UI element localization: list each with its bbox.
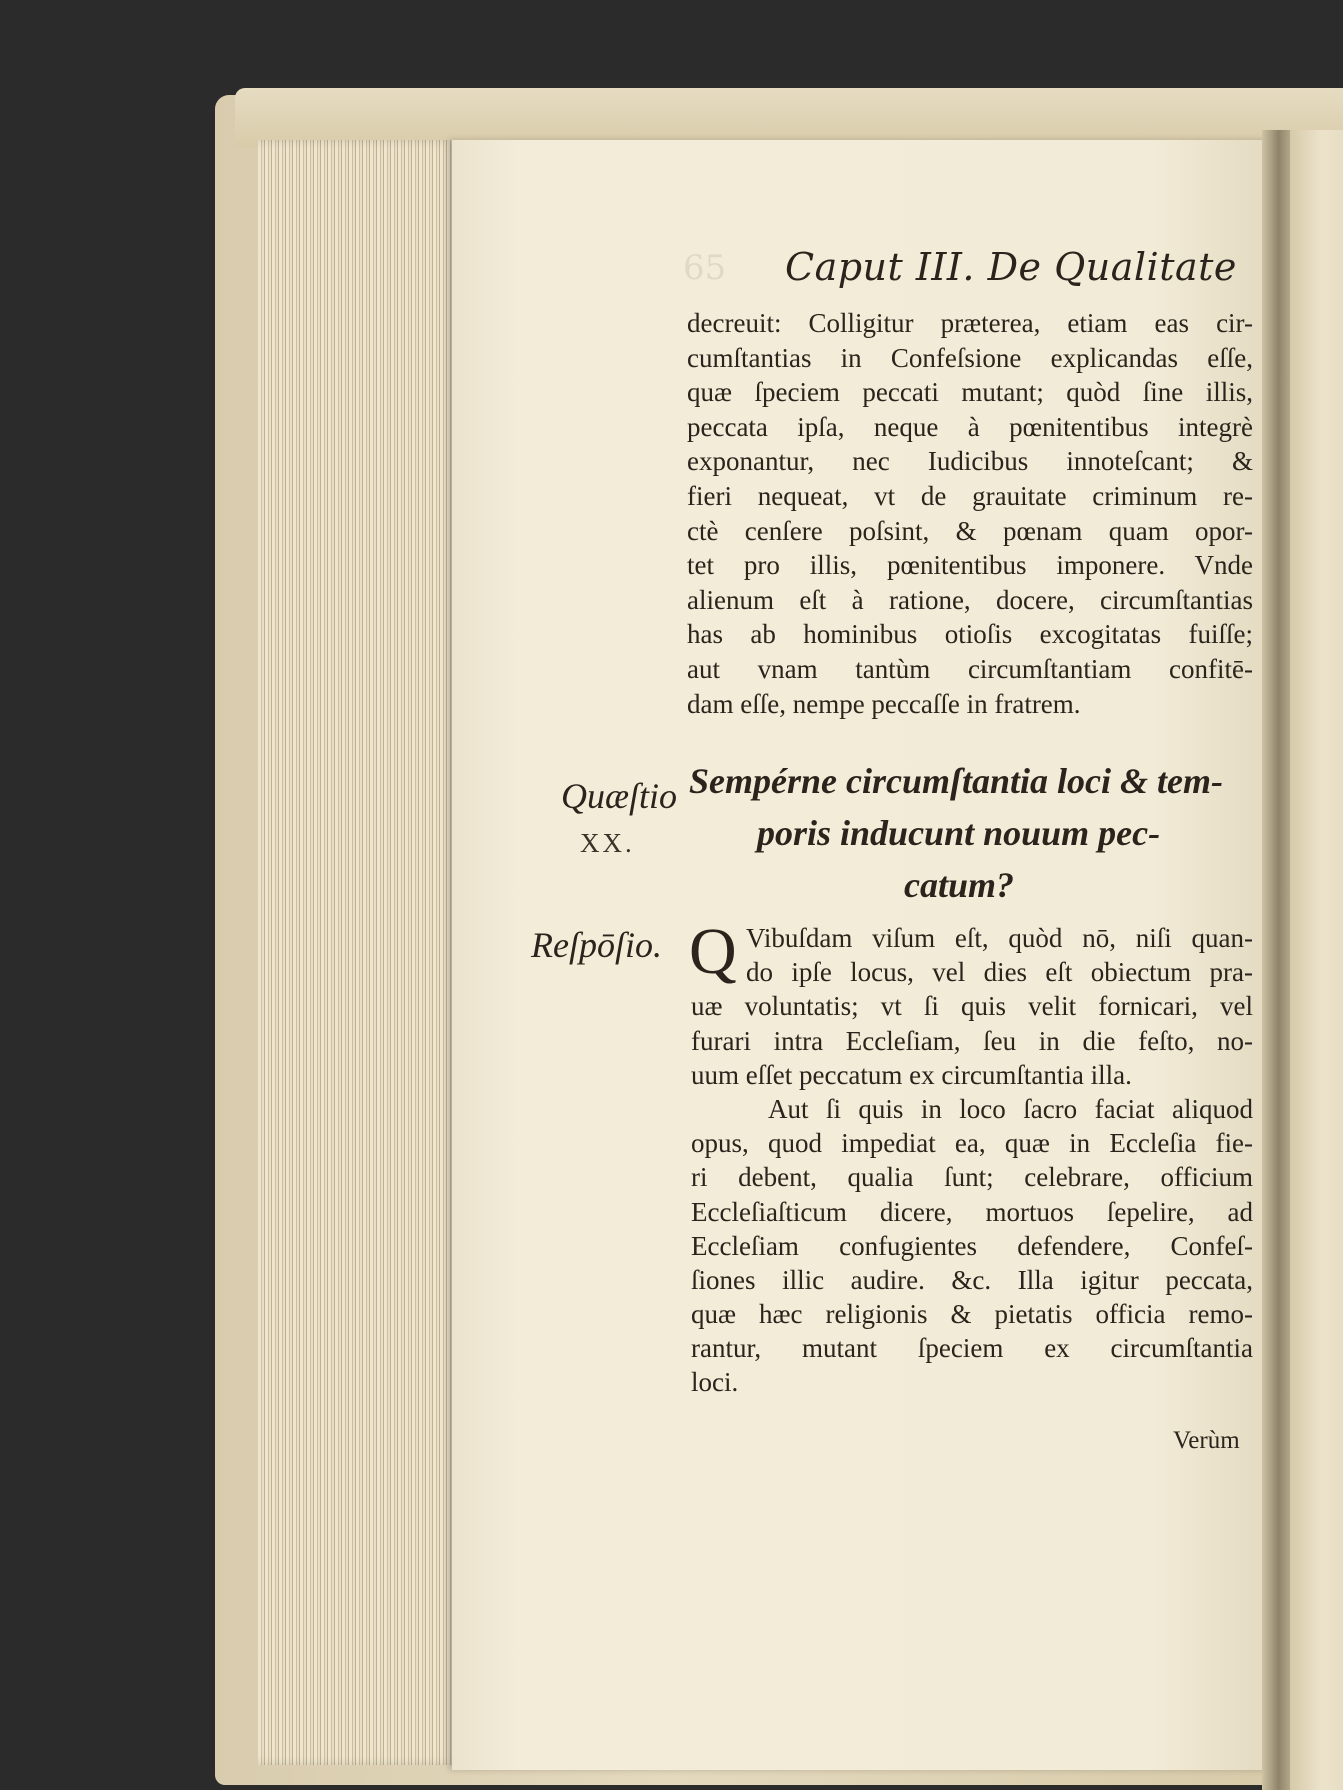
- answer-line: ri debent, qualia ſunt; celebrare, officium: [691, 1162, 1253, 1193]
- margin-question-number: XX.: [580, 828, 635, 858]
- body-line: decreuit: Colligitur prӕterea, etiam eas cir-: [687, 308, 1253, 338]
- margin-question-label: Quӕſtio: [561, 776, 678, 816]
- answer-line: rantur, mutant ſpeciem ex circumſtantia: [691, 1333, 1253, 1364]
- body-line: alienum eſt à ratione, docere, circumſtantias: [687, 584, 1253, 615]
- answer-line: furari intra Eccleſiam, ſeu in die feſto, no-: [691, 1025, 1253, 1056]
- answer-line: uӕ voluntatis; vt ſi quis velit fornicari, vel: [691, 991, 1253, 1022]
- answer-line: Eccleſiaſticum dicere, mortuos ſepelire, ad: [691, 1196, 1253, 1227]
- facing-page-edge: [1290, 130, 1343, 1790]
- body-line: fieri nequeat, vt de grauitate criminum re-: [687, 480, 1253, 511]
- faint-page-number: 65: [683, 248, 727, 288]
- book-gutter: [1262, 130, 1292, 1790]
- answer-line: loci.: [691, 1367, 739, 1398]
- answer-line: Eccleſiam confugientes defendere, Confeſ-: [691, 1230, 1253, 1261]
- question-line: poris inducunt nouum pec-: [757, 813, 1161, 853]
- body-line: quӕ ſpeciem peccati mutant; quòd ſine illis,: [687, 377, 1253, 408]
- body-line: has ab hominibus otioſis excogitatas fuiſſe;: [687, 619, 1253, 650]
- question-line: Sempérne circumſtantia loci & tem-: [689, 761, 1223, 801]
- body-line: peccata ipſa, neque à pœnitentibus integrè: [687, 411, 1253, 442]
- answer-paragraph: [689, 915, 1253, 1400]
- answer-line: uum eſſet peccatum ex circumſtantia illa.: [691, 1059, 1132, 1090]
- running-head: Caput III. De Qualitate: [785, 245, 1237, 289]
- page-edges: [258, 140, 458, 1765]
- catchword: Verùm: [1173, 1427, 1240, 1454]
- body-line: dam eſſe, nempe peccaſſe in fratrem.: [687, 688, 1081, 719]
- body-line: aut vnam tantùm circumſtantiam confitē-: [687, 653, 1253, 684]
- body-line: cumſtantias in Confeſsione explicandas eſſe,: [687, 342, 1253, 373]
- answer-line: Aut ſi quis in loco ſacro faciat aliquod: [768, 1093, 1253, 1124]
- body-paragraph: [687, 306, 1253, 721]
- answer-line: quӕ hӕc religionis & pietatis officia remo-: [691, 1299, 1253, 1330]
- question-line: catum?: [904, 865, 1015, 905]
- answer-line: do ipſe locus, vel dies eſt obiectum pra-: [746, 957, 1253, 988]
- drop-cap-initial: Q: [689, 915, 737, 988]
- book-cover-top-edge: [235, 88, 1343, 148]
- margin-response-label: Reſpōſio.: [531, 925, 662, 965]
- body-line: exponantur, nec Iudicibus innoteſcant; &: [687, 446, 1253, 477]
- answer-line: Vibuſdam viſum eſt, quòd nō, niſi quan-: [746, 923, 1253, 953]
- body-line: tet pro illis, pœnitentibus imponere. Vnde: [687, 550, 1253, 581]
- answer-line: opus, quod impediat ea, quӕ in Eccleſia fie-: [691, 1128, 1253, 1159]
- answer-line: ſiones illic audire. &c. Illa igitur peccata,: [691, 1264, 1253, 1295]
- body-line: ctè cenſere poſsint, & pœnam quam opor-: [687, 515, 1253, 546]
